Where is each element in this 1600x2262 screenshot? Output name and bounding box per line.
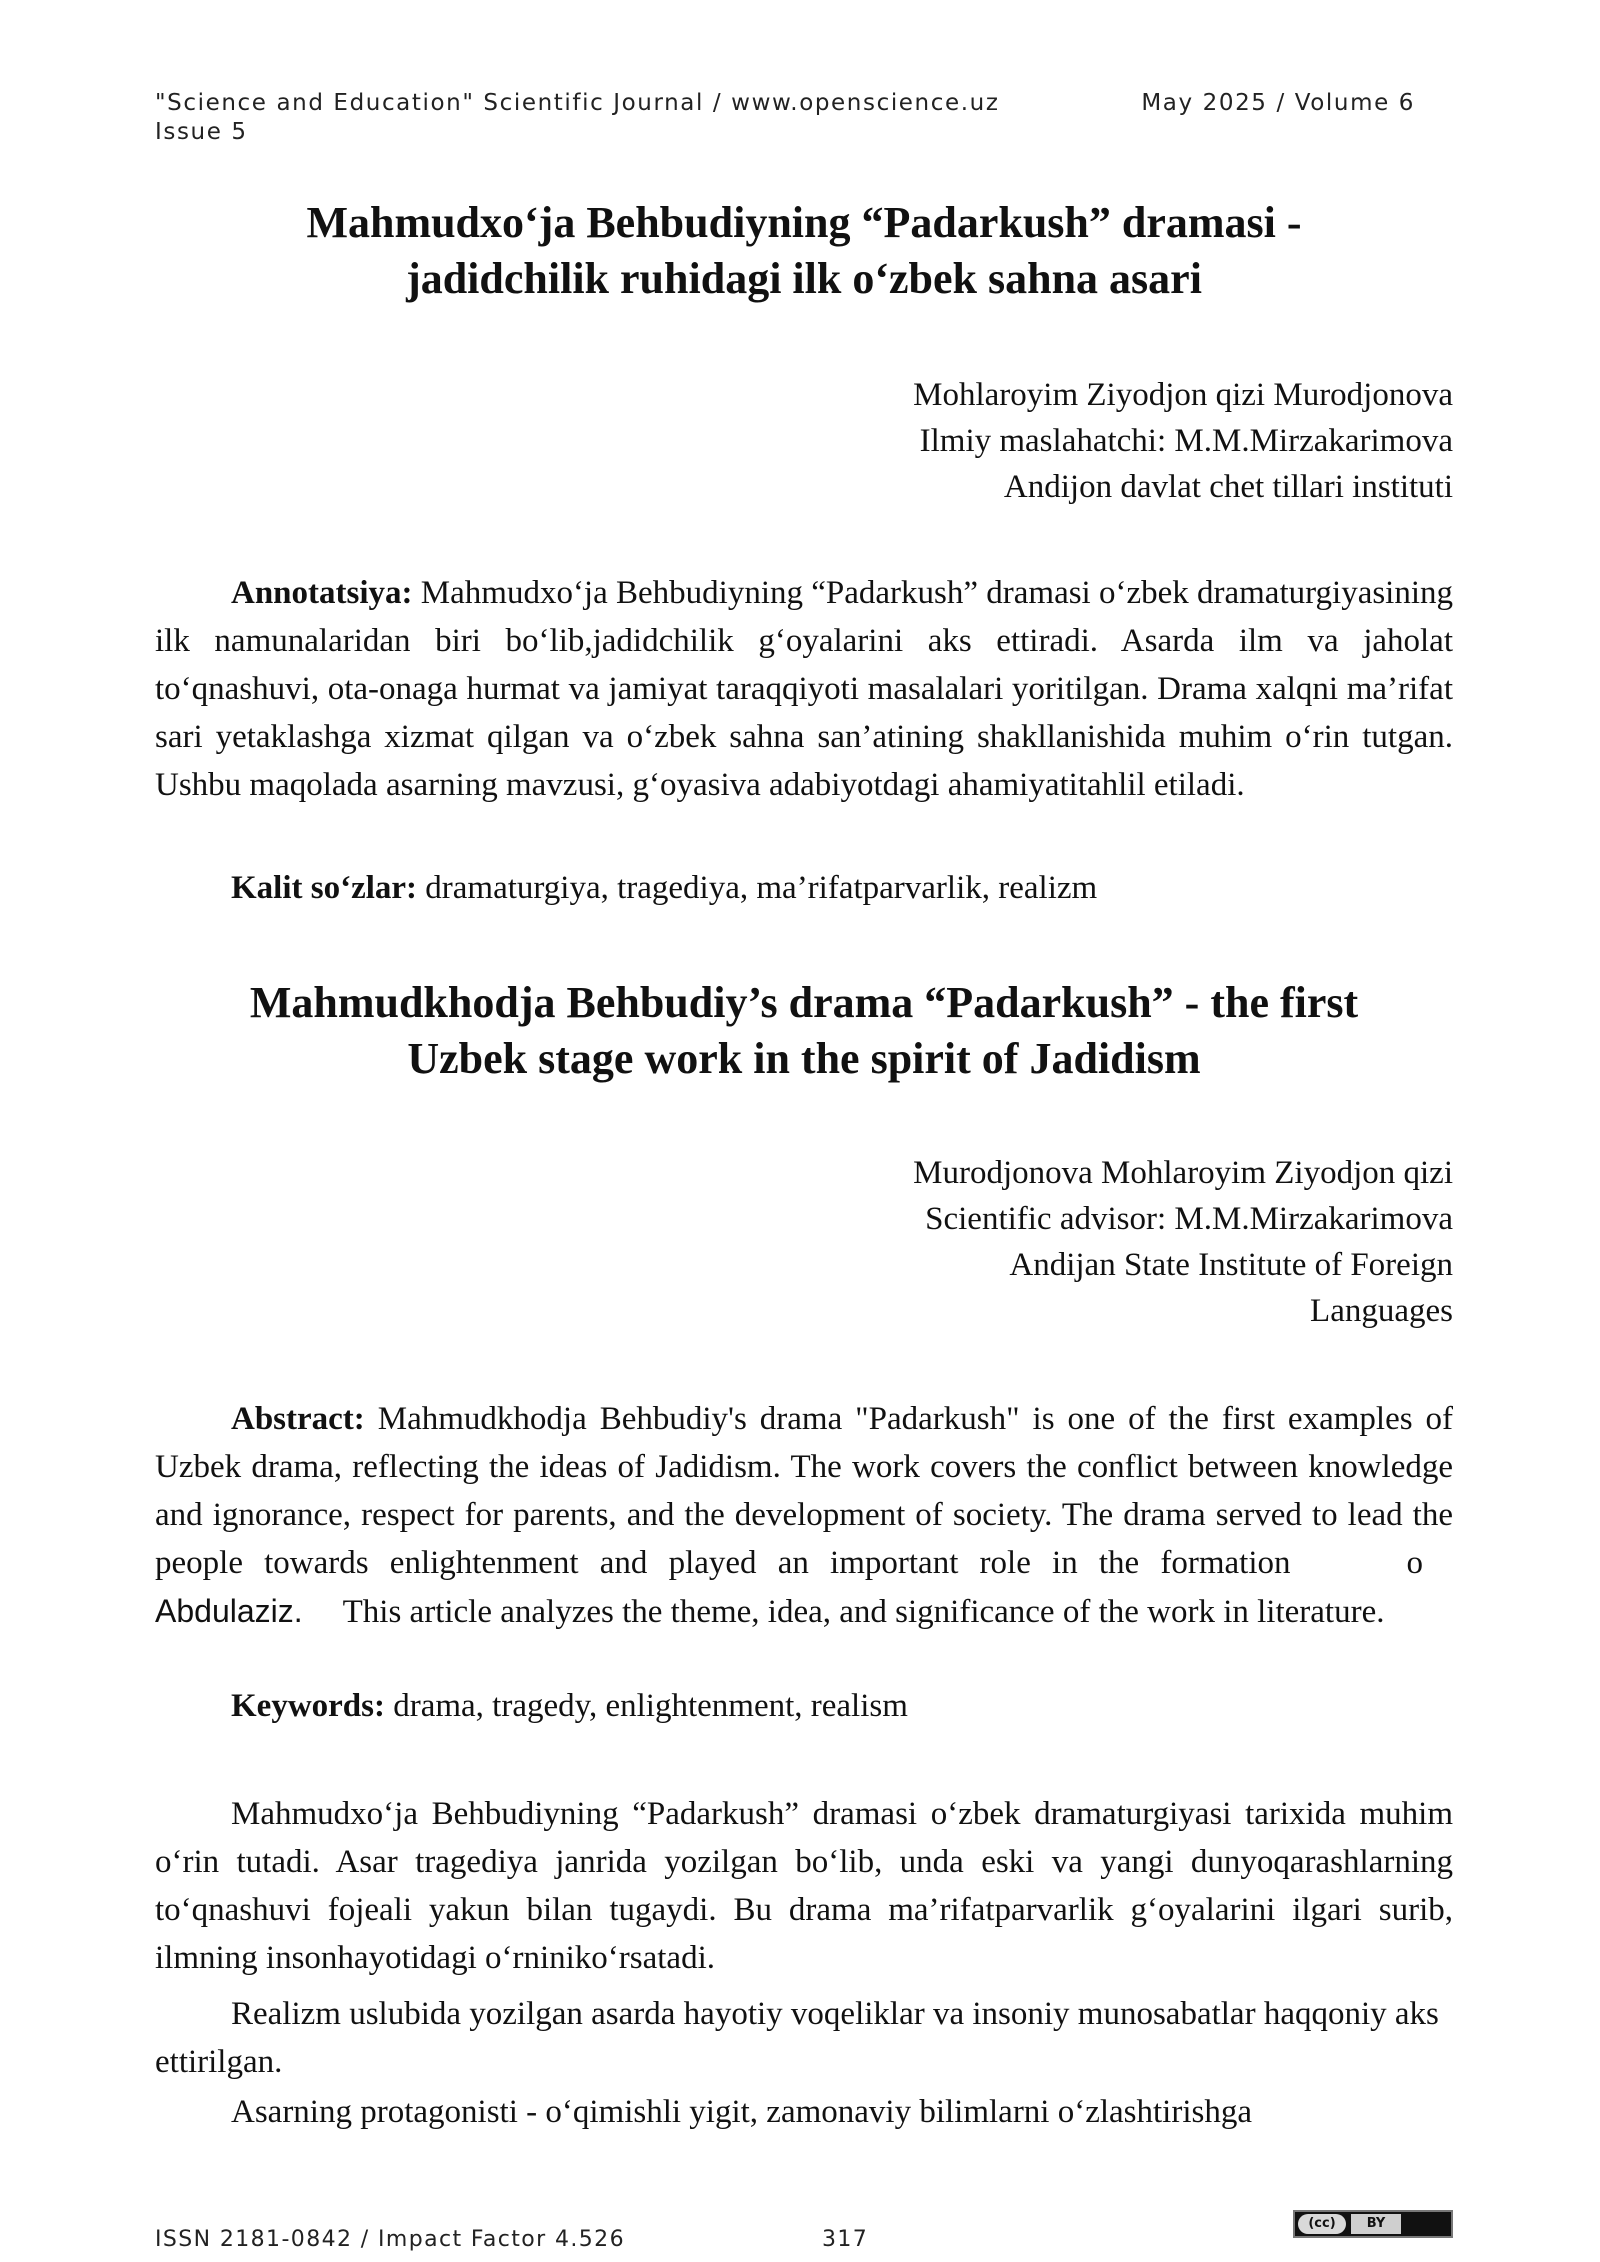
author-name-en: Murodjonova Mohlaroyim Ziyodjon qizi xyxy=(913,1155,1453,1191)
uzbek-author-block xyxy=(913,372,1453,510)
stray-name: Abdulaziz. xyxy=(155,1593,303,1629)
journal-header: "Science and Education" Scientific Journal / www.openscience.uz xyxy=(155,90,1000,116)
annotation-label: Annotatsiya: xyxy=(231,575,413,611)
date-volume: May 2025 / Volume 6 xyxy=(1141,90,1415,116)
stray-character: o xyxy=(1406,1545,1423,1581)
keywords-text-en: drama, tragedy, enlightenment, realism xyxy=(393,1688,908,1724)
body-paragraph-2: Realizm uslubida yozilgan asarda hayotiy voqeliklar va insoniy munosabatlar haqqoniy aks ettirilgan. xyxy=(155,1996,1439,2080)
institution-name: Andijon davlat chet tillari instituti xyxy=(1003,469,1453,505)
author-name: Mohlaroyim Ziyodjon qizi Murodjonova xyxy=(913,377,1453,413)
page-number: 317 xyxy=(822,2227,869,2252)
advisor-name-en: Scientific advisor: M.M.Mirzakarimova xyxy=(925,1201,1453,1237)
cc-by-license-badge[interactable] xyxy=(1293,2210,1453,2238)
keywords-label-en: Keywords: xyxy=(231,1688,385,1724)
annotation-paragraph xyxy=(155,569,1453,809)
uzbek-title-line-1: Mahmudxo‘ja Behbudiyning “Padarkush” dramasi - xyxy=(306,198,1302,247)
uzbek-keywords xyxy=(155,864,1453,912)
institution-name-en-line-2: Languages xyxy=(1310,1293,1453,1329)
uzbek-title-line-2: jadidchilik ruhidagi ilk o‘zbek sahna asari xyxy=(406,254,1202,303)
english-title xyxy=(155,975,1453,1087)
uzbek-title xyxy=(155,195,1453,307)
attribution-icon: BY xyxy=(1351,2214,1401,2234)
keywords-text-uz: dramaturgiya, tragediya, ma’rifatparvarlik, realizm xyxy=(425,870,1098,906)
abstract-paragraph xyxy=(155,1395,1453,1636)
abstract-text: Mahmudkhodja Behbudiy's drama "Padarkush" is one of the first examples of Uzbek drama, reflecting the ideas of Jadidism. The work covers the conflict between knowledge and ignorance, respect for parents, and the development of society. The drama served to lead the people towards enlightenment and played an important role in the formation xyxy=(155,1401,1453,1581)
issue-number: Issue 5 xyxy=(155,119,248,145)
creative-commons-icon: (cc) xyxy=(1298,2214,1346,2234)
advisor-name: Ilmiy maslahatchi: M.M.Mirzakarimova xyxy=(919,423,1453,459)
institution-name-en-line-1: Andijan State Institute of Foreign xyxy=(1009,1247,1453,1283)
body-paragraph-1: Mahmudxo‘ja Behbudiyning “Padarkush” dramasi o‘zbek dramaturgiyasi tarixida muhim o‘rin tutadi. Asar tragediya janrida yozilgan bo‘lib, unda eski va yangi dunyoqarashlarning to‘qnashuvi fojeali yakun bilan tugaydi. Bu drama ma’rifatparvarlik g‘oyalarini ilgari surib, ilmning insonhayotidagi o‘rniniko‘rsatadi. xyxy=(155,1796,1453,1976)
english-author-block xyxy=(913,1150,1453,1334)
abstract-tail: This article analyzes the theme, idea, and significance of the work in literature. xyxy=(342,1594,1385,1630)
annotation-text: Mahmudxo‘ja Behbudiyning “Padarkush” dramasi o‘zbek dramaturgiyasining ilk namunalaridan biri bo‘lib,jadidchilik g‘oyalarini aks ettiradi. Asarda ilm va jaholat to‘qnashuvi, ota-onaga hurmat va jamiyat taraqqiyoti masalalari yoritilgan. Drama xalqni ma’rifat sari yetaklashga xizmat qilgan va o‘zbek sahna san’atining shakllanishida muhim o‘rin tutgan. Ushbu maqolada asarning mavzusi, g‘oyasiva adabiyotdagi ahamiyatitahlil etiladi. xyxy=(155,575,1454,803)
abstract-label: Abstract: xyxy=(231,1401,365,1437)
english-title-line-2: Uzbek stage work in the spirit of Jadidism xyxy=(407,1034,1201,1083)
english-title-line-1: Mahmudkhodja Behbudiy’s drama “Padarkush” - the first xyxy=(249,978,1359,1027)
issn-footer: ISSN 2181-0842 / Impact Factor 4.526 xyxy=(155,2227,625,2252)
english-keywords xyxy=(155,1682,1453,1730)
keywords-label-uz: Kalit so‘zlar: xyxy=(231,870,418,906)
body-paragraph-3: Asarning protagonisti - o‘qimishli yigit, zamonaviy bilimlarni o‘zlashtirishga xyxy=(231,2094,1253,2130)
